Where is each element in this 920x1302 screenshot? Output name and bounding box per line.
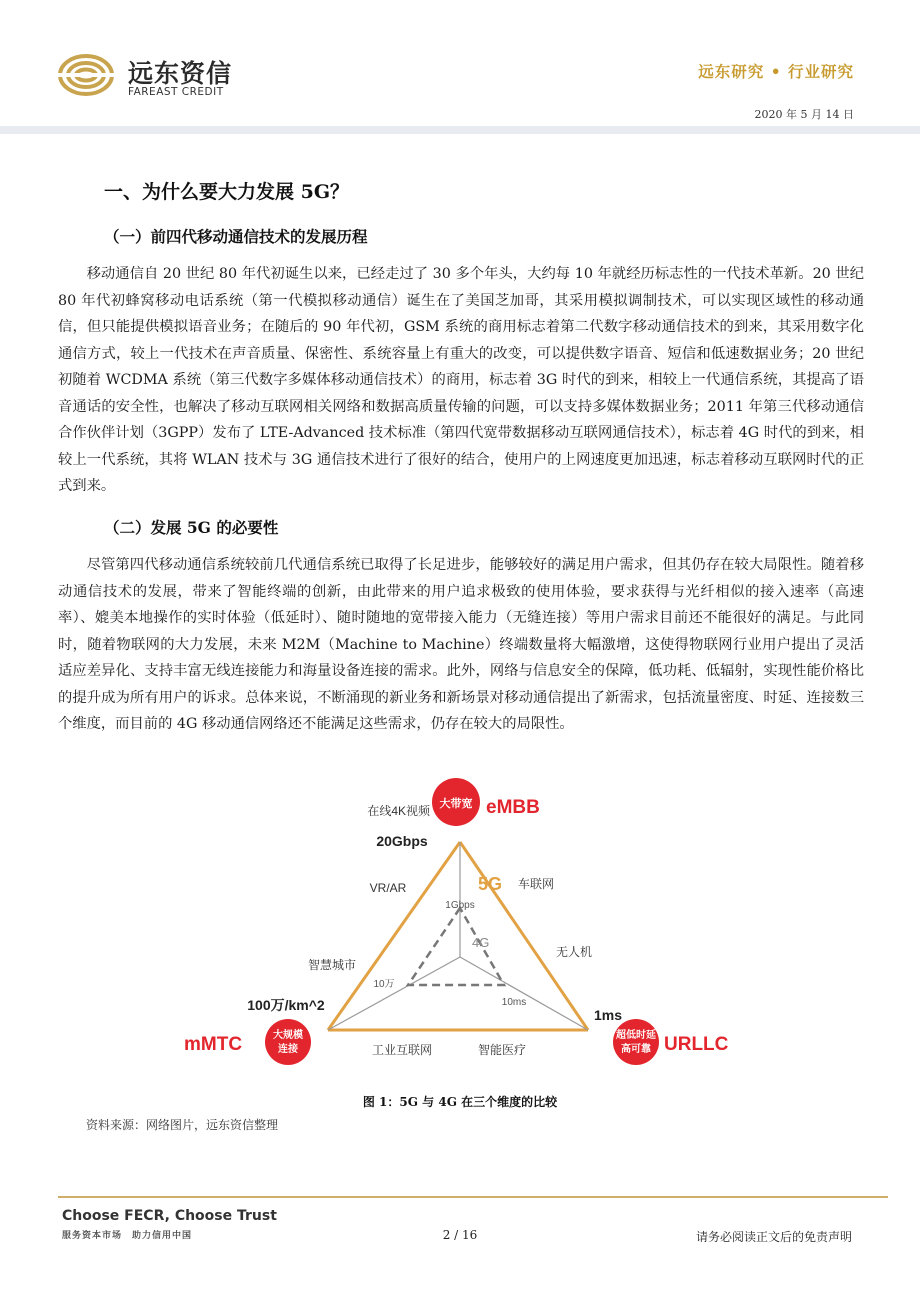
label-industrial-internet: 工业互联网 (371, 1043, 433, 1057)
figure-source: 资料来源：网络图片，远东资信整理 (86, 1118, 279, 1132)
subsection-heading-2: （二）发展 5G 的必要性 (104, 518, 279, 537)
5g-4g-comparison-figure (180, 776, 740, 1076)
urllc-name: URLLC (664, 1034, 729, 1055)
footer-divider (58, 1196, 888, 1198)
logo-chinese-name: 远东资信 (128, 59, 233, 88)
disclaimer-notice: 请务必阅读正文后的免责声明 (695, 1230, 852, 1244)
urllc-badge (613, 1019, 659, 1065)
paragraph-history (58, 261, 864, 500)
app-4k-video: 在线4K视频 (367, 804, 430, 818)
paragraph-necessity-text: 尽管第四代移动通信系统较前几代通信系统已取得了长足进步，能够较好的满足用户需求，但其仍存在较大局限性。随着移动通信技术的发展，带来了智能终端的创新，由此带来的用户追求极致的使用体验，要求获得与光纤相似的接入速率（高速率）、媲美本地操作的实时体验（低延时）、随时随地的宽带接入能力（无缝连接）等用户需求目前还不能很好的满足。与此同时，随着物联网的大力发展，未来 M2M（Machine to Machine）终端数量将大幅激增，这使得物联网行业用户提出了灵活适应差异化、支持丰富无线连接能力和海量设备连接的需求。此外，网络与信息安全的保障，低功耗、低辐射，实现性能价格比的提升成为所有用户的诉求。总体来说，不断涌现的新业务和新场景对移动通信提出了新需求，包括流量密度、时延、连接数三个维度，而目前的 4G 移动通信网络还不能满足这些需求，仍存在较大的局限性。 (58, 557, 864, 732)
urllc-badge-text-1: 超低时延 (616, 1030, 656, 1041)
paragraph-necessity (58, 552, 864, 738)
urllc-badge-text-2: 高可靠 (621, 1044, 651, 1055)
company-logo (56, 50, 246, 104)
embb-badge-text: 大带宽 (439, 798, 473, 810)
report-category: 远东研究 • 行业研究 (698, 62, 854, 81)
page-number: 2 / 16 (442, 1228, 478, 1242)
label-100k: 10万 (373, 979, 395, 990)
label-1gbps: 1Gbps (445, 900, 475, 911)
footer-brand: Choose FECR, Choose Trust (62, 1208, 277, 1224)
subsection-heading-1: （一）前四代移动通信技术的发展历程 (104, 227, 368, 246)
mmtc-badge (265, 1019, 311, 1065)
embb-metric: 20Gbps (376, 833, 428, 849)
label-5g: 5G (478, 874, 503, 894)
mmtc-name: mMTC (184, 1034, 243, 1055)
axis-spoke-right (460, 957, 588, 1030)
label-smart-city: 智慧城市 (307, 958, 357, 972)
header-divider (0, 126, 920, 134)
label-10ms: 10ms (501, 997, 527, 1008)
paragraph-history-text: 移动通信自 20 世纪 80 年代初诞生以来，已经走过了 30 多个年头，大约每 10 年就经历标志性的一代技术革新。20 世纪 80 年代初蜂窝移动电话系统（第一代模拟移动通信）诞生在了美国芝加哥，其采用模拟调制技术，可以实现区域性的移动通信，但只能提供模拟语音业务；在随后的 90 年代初，GSM 系统的商用标志着第二代数字移动通信技术的到来，其采用数字化通信方式，较上一代技术在声音质量、保密性、系统容量上有重大的改变，可以提供数字语音、短信和低速数据业务；20 世纪初随着 WCDMA 系统（第三代数字多媒体移动通信技术）的商用，标志着 3G 时代的到来，相较上一代通信系统，其提高了语音通话的安全性，也解决了移动互联网相关网络和数据高质量传输的问题，可以支持多媒体数据业务；2011 年第三代移动通信合作伙伴计划（3GPP）发布了 LTE-Advanced 技术标准（第四代宽带数据移动互联网通信技术），标志着 4G 时代的到来，相较上一代系统，其将 WLAN 技术与 3G 通信技术进行了很好的结合，使用户的上网速度更加迅速，标志着移动互联网时代的正式到来。 (58, 266, 864, 494)
footer-slogan: 服务资本市场 助力信用中国 (62, 1231, 193, 1241)
embb-name: eMBB (486, 797, 540, 818)
mmtc-badge-text-1: 大规模 (273, 1030, 303, 1041)
report-date: 2020 年 5 月 14 日 (754, 108, 854, 121)
label-smart-medical: 智能医疗 (477, 1043, 527, 1057)
figure-caption: 图 1：5G 与 4G 在三个维度的比较 (362, 1095, 558, 1109)
triangle-diagram (180, 776, 740, 1076)
label-4g: 4G (472, 935, 490, 950)
logo-english-name: FAREAST CREDIT (128, 86, 224, 98)
mmtc-badge-text-2: 连接 (278, 1044, 298, 1055)
urllc-metric: 1ms (593, 1007, 623, 1023)
section-heading: 一、为什么要大力发展 5G？ (104, 181, 350, 203)
label-car-network: 车联网 (518, 877, 555, 891)
mmtc-metric: 100万/km^2 (247, 997, 325, 1013)
label-vr-ar: VR/AR (369, 881, 407, 895)
label-drone: 无人机 (556, 945, 593, 959)
5g-edge-left (328, 842, 460, 1030)
logo-rings-icon (56, 50, 122, 100)
